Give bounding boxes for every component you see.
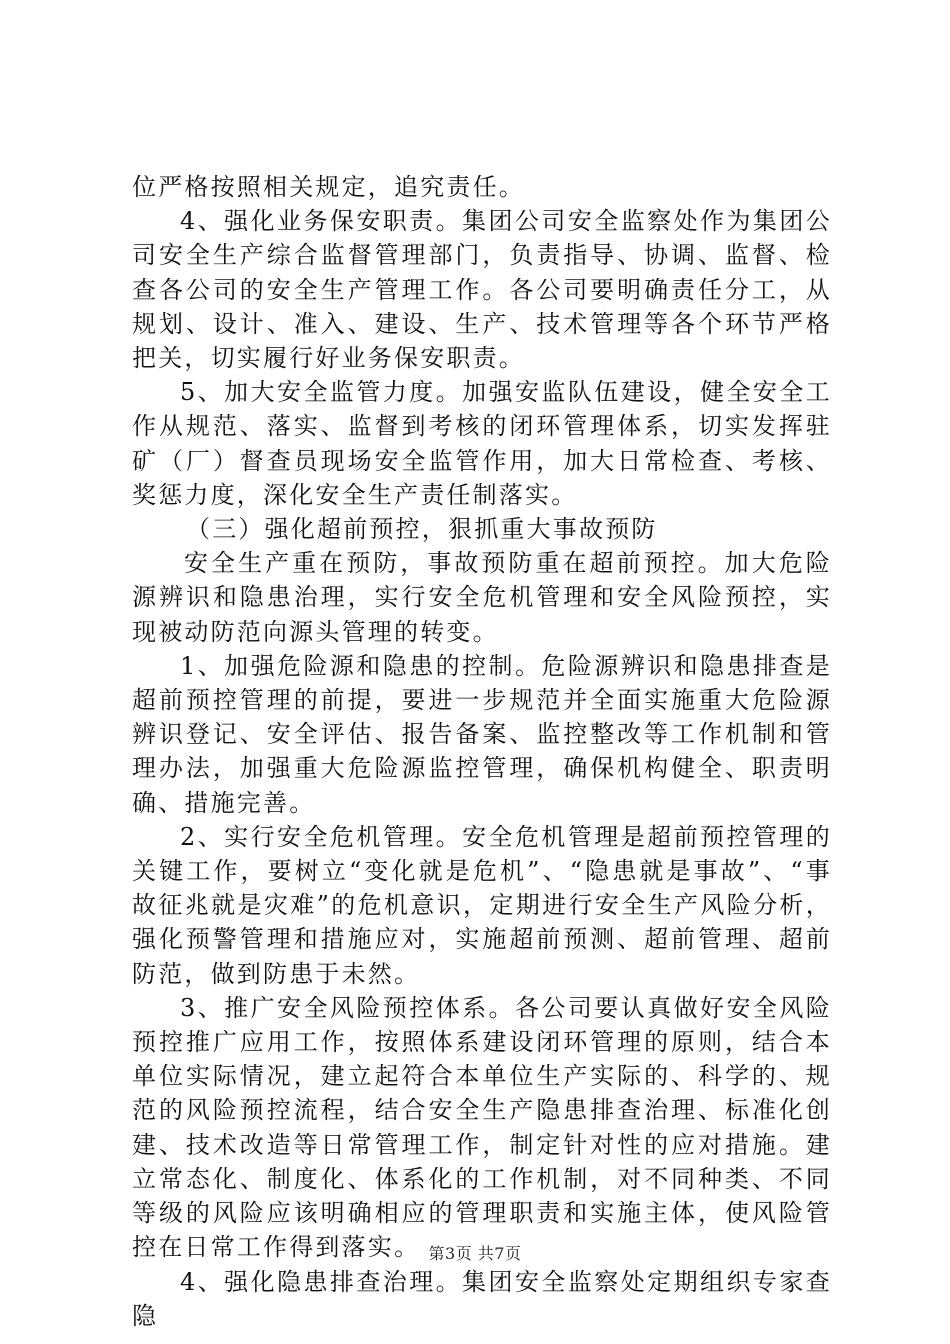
page-number: 第3页 共7页 [428, 1244, 522, 1263]
paragraph-item-5-supervision: 5、加大安全监管力度。加强安监队伍建设，健全安全工作从规范、落实、监督到考核的闭环管理体系，切实发挥驻矿（厂）督查员现场安全监管作用，加大日常检查、考核、奖惩力度，深化安全生产责任制落实。 [132, 378, 832, 509]
document-body [132, 170, 832, 1333]
section-heading: （三）强化超前预控，狠抓重大事故预防 [186, 515, 658, 544]
paragraph-continuation: 位严格按照相关规定，追究责任。 [132, 173, 525, 201]
paragraph-item-2-crisis-management: 2、实行安全危机管理。安全危机管理是超前预控管理的关键工作，要树立“变化就是危机”、“隐患就是事故”、“事故征兆就是灾难”的危机意识，定期进行安全生产风险分析，强化预警管理和措施应对，实施超前预测、超前管理、超前防范，做到防患于未然。 [132, 822, 832, 988]
paragraph-section-intro: 安全生产重在预防，事故预防重在超前预控。加大危险源辨识和隐患治理，实行安全危机管理和安全风险预控，实现被动防范向源头管理的转变。 [132, 549, 832, 646]
paragraph-item-4-hidden-danger: 4、强化隐患排查治理。集团安全监察处定期组织专家查隐 [132, 1267, 832, 1330]
paragraph-item-4-security-duty: 4、强化业务保安职责。集团公司安全监察处作为集团公司安全生产综合监督管理部门，负责指导、协调、监督、检查各公司的安全生产管理工作。各公司要明确责任分工，从规划、设计、准入、建设、生产、技术管理等各个环节严格把关，切实履行好业务保安职责。 [132, 207, 832, 373]
paragraph-item-1-hazard-control: 1、加强危险源和隐患的控制。危险源辨识和隐患排查是超前预控管理的前提，要进一步规范并全面实施重大危险源辨识登记、安全评估、报告备案、监控整改等工作机制和管理办法，加强重大危险源监控管理，确保机构健全、职责明确、措施完善。 [132, 651, 832, 817]
paragraph-item-3-risk-control: 3、推广安全风险预控体系。各公司要认真做好安全风险预控推广应用工作，按照体系建设闭环管理的原则，结合本单位实际情况，建立起符合本单位生产实际的、科学的、规范的风险预控流程，结合安全生产隐患排查治理、标准化创建、技术改造等日常管理工作，制定针对性的应对措施。建立常态化、制度化、体系化的工作机制，对不同种类、不同等级的风险应该明确相应的管理职责和实施主体，使风险管控在日常工作得到落实。 [132, 993, 832, 1262]
